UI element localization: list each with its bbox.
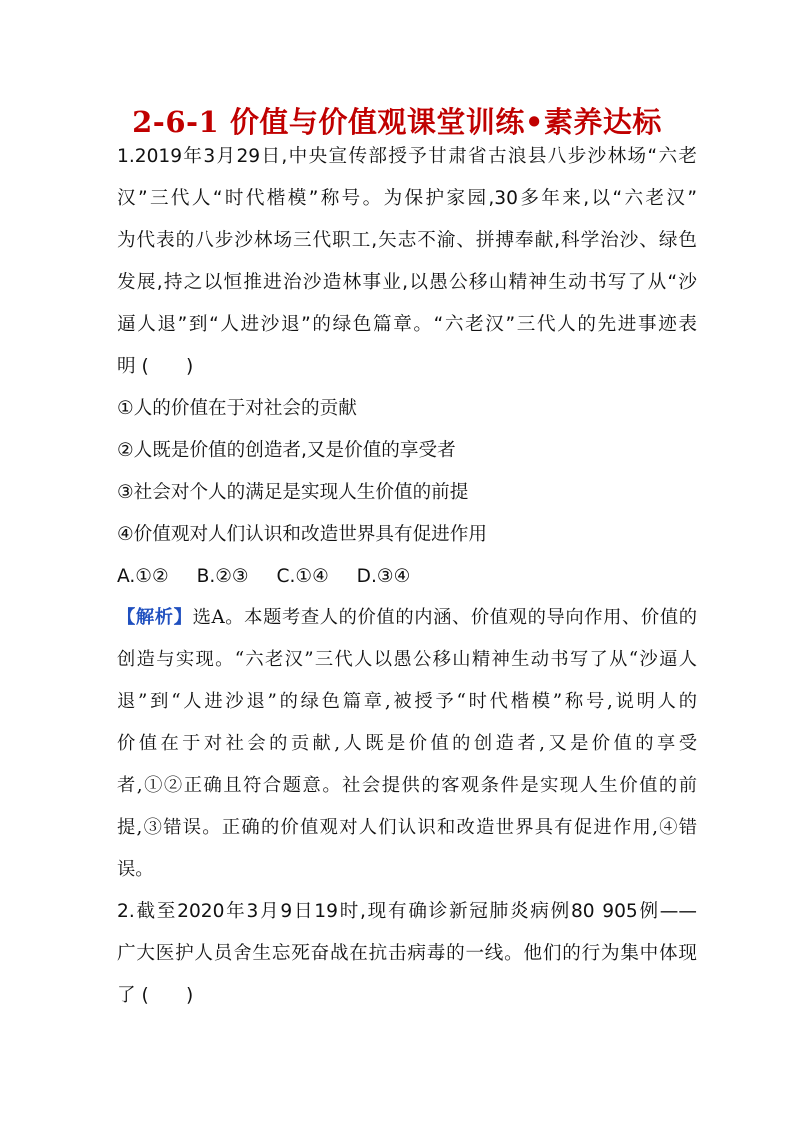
option-a: A.①② [117,566,169,587]
analysis-line-2: 创造与实现。“六老汉”三代人以愚公移山精神生动书写了从“沙逼人 [117,649,697,670]
page-title: 2-6-1 价值与价值观课堂训练•素养达标 [132,105,662,139]
q1-line-4: 发展,持之以恒推进治沙造林事业,以愚公移山精神生动书写了从“沙 [117,272,697,293]
q1-line-3: 为代表的八步沙林场三代职工,矢志不渝、拼搏奉献,科学治沙、绿色 [117,230,697,251]
q1-item-4: ④价值观对人们认识和改造世界具有促进作用 [117,524,487,545]
q2-line-2: 广大医护人员舍生忘死奋战在抗击病毒的一线。他们的行为集中体现 [117,943,697,964]
q2-line-1: 2.截至2020年3月9日19时,现有确诊新冠肺炎病例80 905例—— [117,901,697,922]
q1-item-3: ③社会对个人的满足是实现人生价值的前提 [117,482,469,503]
option-d: D.③④ [356,566,411,587]
analysis-line-3: 退”到“人进沙退”的绿色篇章,被授予“时代楷模”称号,说明人的 [117,691,697,712]
q2-line-3: 了 ( ) [117,985,194,1006]
q1-options [117,565,697,589]
q1-line-2: 汉”三代人“时代楷模”称号。为保护家园,30多年来,以“六老汉” [117,188,697,209]
option-b: B.②③ [196,566,249,587]
q1-item-2: ②人既是价值的创造者,又是价值的享受者 [117,440,456,461]
q1-line-5: 逼人退”到“人进沙退”的绿色篇章。“六老汉”三代人的先进事迹表 [117,314,697,335]
q1-line-6: 明 ( ) [117,356,194,377]
analysis-tag: 【解析】 [117,607,193,628]
analysis-first-text: 选A。本题考查人的价值的内涵、价值观的导向作用、价值的 [192,607,698,628]
option-c: C.①④ [276,566,329,587]
q1-item-1: ①人的价值在于对社会的贡献 [117,398,357,419]
analysis-line-6: 提,③错误。正确的价值观对人们认识和改造世界具有促进作用,④错 [117,817,697,838]
analysis-line-5: 者,①②正确且符合题意。社会提供的客观条件是实现人生价值的前 [117,775,697,796]
q1-line-1: 1.2019年3月29日,中央宣传部授予甘肃省古浪县八步沙林场“六老 [117,146,697,167]
analysis-line-4: 价值在于对社会的贡献,人既是价值的创造者,又是价值的享受 [117,733,697,754]
analysis-line-7: 误。 [117,859,154,880]
analysis-line-1 [117,606,697,630]
